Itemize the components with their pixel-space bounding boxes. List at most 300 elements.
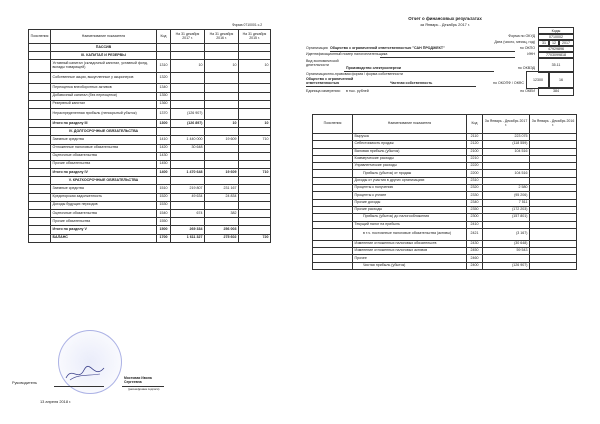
- row-code: 2320: [467, 185, 483, 192]
- value-2017: 1 470 648: [171, 169, 205, 177]
- row-name: Уставный капитал (складочный капитал, уставный фонд, вклады товарищей): [51, 60, 157, 73]
- note-cell: [313, 255, 353, 262]
- row-name: Заемные средства: [51, 185, 157, 193]
- note-cell: [29, 160, 51, 168]
- value-2016: [530, 155, 577, 162]
- value-2017: [483, 255, 530, 262]
- note-cell: [313, 177, 353, 184]
- value-2016: [205, 152, 239, 160]
- table-row: [29, 100, 271, 108]
- value-2017: [171, 100, 205, 108]
- row-name: Прочие расходы: [353, 206, 467, 213]
- note-cell: [29, 218, 51, 226]
- value-2016: [205, 144, 239, 152]
- row-name: Выручка: [353, 134, 467, 141]
- report-period: за Январь - Декабрь 2017 г.: [420, 22, 470, 27]
- row-name: Чистая прибыль (убыток): [353, 262, 467, 269]
- row-code: 2200: [467, 170, 483, 177]
- table-row: [313, 228, 577, 240]
- unit-label: Единица измерения:: [306, 89, 341, 93]
- table-row: [29, 226, 271, 234]
- value-2016: [205, 177, 239, 185]
- note-cell: [313, 228, 353, 240]
- row-code: 2110: [467, 134, 483, 141]
- value-2016: [530, 170, 577, 177]
- row-code: 1540: [157, 210, 171, 218]
- table-row: [29, 201, 271, 209]
- note-cell: [29, 234, 51, 242]
- value-2017: (95 206): [483, 192, 530, 199]
- col-note: Пояснения: [29, 30, 51, 44]
- table-row: [313, 255, 577, 262]
- value-2017: [171, 218, 205, 226]
- note-cell: [29, 185, 51, 193]
- note-cell: [29, 128, 51, 136]
- row-code: 1400: [157, 169, 171, 177]
- table-row: [313, 262, 577, 269]
- value-2015: [239, 84, 271, 92]
- value-2016: [205, 52, 239, 60]
- value-2017: [171, 92, 205, 100]
- row-name: Прочие доходы: [353, 199, 467, 206]
- legal-form: Общество с ограниченной ответственностью: [306, 77, 354, 85]
- note-cell: [313, 240, 353, 247]
- note-cell: [29, 92, 51, 100]
- table-row: [29, 152, 271, 160]
- row-code: 1410: [157, 136, 171, 144]
- table-row: [313, 163, 577, 170]
- note-cell: [313, 134, 353, 141]
- value-2017: (157 801): [483, 214, 530, 221]
- okopf-value: 12300: [526, 71, 550, 89]
- table-row: [313, 170, 577, 177]
- value-2015: [239, 144, 271, 152]
- value-2016: [530, 163, 577, 170]
- balance-table: [28, 29, 271, 243]
- value-2016: 275 602: [205, 234, 239, 242]
- note-cell: [313, 206, 353, 213]
- value-2017: (118 559): [483, 141, 530, 148]
- value-2015: [239, 177, 271, 185]
- inn-label: Идентификационный номер налогоплательщика: [306, 52, 388, 56]
- value-2016: [530, 148, 577, 155]
- table-row: [313, 240, 577, 247]
- value-2015: [239, 160, 271, 168]
- row-code: 1430: [157, 152, 171, 160]
- note-cell: [29, 201, 51, 209]
- table-row: [313, 214, 577, 221]
- value-2016: [205, 84, 239, 92]
- row-name: Заемные средства: [51, 136, 157, 144]
- inn-value: 7703099818: [538, 51, 574, 59]
- row-name: Итого по разделу III: [51, 119, 157, 127]
- row-code: 1360: [157, 100, 171, 108]
- note-cell: [313, 141, 353, 148]
- table-row: [313, 141, 577, 148]
- value-2015: [239, 152, 271, 160]
- value-2015: [239, 100, 271, 108]
- col-2016: На 31 декабря 2016 г.: [205, 30, 239, 44]
- value-2017: 269 334: [171, 226, 205, 234]
- value-2015: [239, 92, 271, 100]
- note-cell: [29, 73, 51, 84]
- inn-code-label: ИНН: [527, 52, 535, 56]
- org-name: Общество с ограниченной ответственностью "САН ПРОДЖЕКТ": [330, 46, 445, 50]
- value-2016: [530, 214, 577, 221]
- okfs-value: 16: [548, 71, 574, 89]
- note-cell: [313, 170, 353, 177]
- value-2017: 49 634: [171, 193, 205, 201]
- row-name: III. КАПИТАЛ И РЕЗЕРВЫ: [51, 52, 157, 60]
- note-cell: [29, 60, 51, 73]
- okud-value: 0710002: [538, 33, 574, 41]
- col-name: Наименование показателя: [51, 30, 157, 44]
- row-name: Прибыль (убыток) до налогообложения: [353, 214, 467, 221]
- unit-value: в тыс. рублей: [346, 89, 369, 93]
- value-2017: 104 516: [483, 170, 530, 177]
- row-name: Переоценка внеоборотных активов: [51, 84, 157, 92]
- col-note: Пояснения: [313, 115, 353, 134]
- row-code: 2421: [467, 228, 483, 240]
- value-2015: [239, 226, 271, 234]
- value-2015: [239, 128, 271, 136]
- date-day: 31: [538, 39, 550, 47]
- value-2016: [205, 201, 239, 209]
- row-code: 1370: [157, 108, 171, 119]
- table-row: [29, 44, 271, 52]
- col-2017: За Январь - Декабрь 2017 г.: [483, 115, 530, 134]
- value-2017: [483, 155, 530, 162]
- row-code: 1530: [157, 201, 171, 209]
- note-cell: [313, 155, 353, 162]
- row-code: 2310: [467, 177, 483, 184]
- row-code: 1310: [157, 60, 171, 73]
- row-code: 1350: [157, 92, 171, 100]
- value-2017: 10: [171, 60, 205, 73]
- row-name: Прибыль (убыток) от продаж: [353, 170, 467, 177]
- okpo-value: 47929896: [538, 45, 574, 53]
- row-code: 2460: [467, 255, 483, 262]
- value-2017: [171, 44, 205, 52]
- value-2017: [171, 160, 205, 168]
- table-row: [313, 199, 577, 206]
- table-row: [313, 134, 577, 141]
- balance-sheet-page: [0, 0, 298, 424]
- value-2015: 710: [239, 136, 271, 144]
- note-cell: [29, 119, 51, 127]
- row-name: Собственные акции, выкупленные у акционеров: [51, 73, 157, 84]
- value-2016: [205, 73, 239, 84]
- value-2017: 674: [171, 210, 205, 218]
- note-cell: [29, 210, 51, 218]
- value-2016: [205, 100, 239, 108]
- row-code: 2120: [467, 141, 483, 148]
- row-code: 2210: [467, 155, 483, 162]
- activity-value: Производство электроэнергии: [346, 66, 401, 70]
- value-2015: [239, 201, 271, 209]
- value-2016: [205, 218, 239, 226]
- row-code: 1320: [157, 73, 171, 84]
- table-row: [313, 185, 577, 192]
- value-2016: 24 834: [205, 193, 239, 201]
- value-2015: 710: [239, 169, 271, 177]
- table-row: [29, 136, 271, 144]
- row-name: Оценочные обязательства: [51, 210, 157, 218]
- note-cell: [313, 185, 353, 192]
- row-name: Оценочные обязательства: [51, 152, 157, 160]
- value-2016: 382: [205, 210, 239, 218]
- date-year: 2017: [558, 39, 574, 47]
- table-row: [313, 155, 577, 162]
- row-name: ПАССИВ: [51, 44, 157, 52]
- table-row: [313, 192, 577, 199]
- signer-label: Руководитель: [12, 380, 38, 385]
- row-name: Доходы от участия в других организациях: [353, 177, 467, 184]
- table-row: [313, 206, 577, 213]
- table-row: [29, 169, 271, 177]
- note-cell: [29, 193, 51, 201]
- row-name: Управленческие расходы: [353, 163, 467, 170]
- table-row: [29, 177, 271, 185]
- value-2016: [530, 177, 577, 184]
- row-code: 1420: [157, 144, 171, 152]
- okopf-label: по ОКОПФ / ОКФС: [493, 81, 524, 85]
- row-code: [157, 52, 171, 60]
- row-code: 1450: [157, 160, 171, 168]
- note-cell: [29, 169, 51, 177]
- signer-name-caption: (расшифровка подписи): [128, 387, 160, 391]
- table-row: [29, 234, 271, 242]
- row-name: Изменение отложенных налоговых обязательств: [353, 240, 467, 247]
- row-name: Нераспределенная прибыль (непокрытый убыток): [51, 108, 157, 119]
- value-2017: (172 203): [483, 206, 530, 213]
- value-2015: [239, 73, 271, 84]
- value-2016: [530, 141, 577, 148]
- value-2016: [530, 221, 577, 228]
- value-2017: (126 907): [483, 262, 530, 269]
- note-cell: [29, 152, 51, 160]
- row-code: [157, 44, 171, 52]
- value-2016: [530, 240, 577, 247]
- value-2017: [483, 163, 530, 170]
- table-row: [29, 84, 271, 92]
- value-2017: 2 580: [483, 185, 530, 192]
- value-2017: 1 440 000: [171, 136, 205, 144]
- value-2017: [171, 201, 205, 209]
- okei-label: по ОКЕИ: [520, 89, 535, 93]
- row-name: Изменение отложенных налоговых активов: [353, 248, 467, 255]
- table-row: [313, 177, 577, 184]
- report-title: Отчет о финансовых результатах: [408, 16, 482, 21]
- row-name: Валовая прибыль (убыток): [353, 148, 467, 155]
- note-cell: [29, 100, 51, 108]
- note-cell: [29, 108, 51, 119]
- value-2017: 59 543: [483, 248, 530, 255]
- value-2015: [239, 44, 271, 52]
- codes-header: Коды: [538, 27, 574, 35]
- row-code: 1550: [157, 218, 171, 226]
- okved-label: по ОКВЭД: [517, 66, 535, 70]
- value-2015: 720: [239, 234, 271, 242]
- note-cell: [313, 199, 353, 206]
- value-2015: [239, 185, 271, 193]
- okud-label: Форма по ОКУД: [508, 34, 535, 38]
- signature-scribble: [64, 362, 106, 384]
- table-row: [313, 221, 577, 228]
- date-month: 12: [548, 39, 560, 47]
- value-2016: [205, 160, 239, 168]
- row-code: 2300: [467, 214, 483, 221]
- col-name: Наименование показателя: [353, 115, 467, 134]
- value-2016: [530, 192, 577, 199]
- note-cell: [313, 248, 353, 255]
- note-cell: [313, 221, 353, 228]
- row-name: Текущий налог на прибыль: [353, 221, 467, 228]
- value-2016: 19 609: [205, 136, 239, 144]
- table-row: [29, 193, 271, 201]
- legal-underline: [306, 86, 476, 87]
- value-2016: [205, 128, 239, 136]
- row-name: Итого по разделу IV: [51, 169, 157, 177]
- value-2017: [171, 128, 205, 136]
- note-cell: [313, 262, 353, 269]
- note-cell: [29, 144, 51, 152]
- note-cell: [313, 163, 353, 170]
- row-name: V. КРАТКОСРОЧНЫЕ ОБЯЗАТЕЛЬСТВА: [51, 177, 157, 185]
- col-2015: На 31 декабря 2015 г.: [239, 30, 271, 44]
- col-2016: За Январь - Декабрь 2016 г.: [530, 115, 577, 134]
- row-name: Прочие обязательства: [51, 160, 157, 168]
- row-name: Себестоимость продаж: [353, 141, 467, 148]
- table-row: [29, 144, 271, 152]
- row-code: 1300: [157, 119, 171, 127]
- note-cell: [29, 44, 51, 52]
- row-code: 1510: [157, 185, 171, 193]
- results-table: [312, 114, 577, 270]
- table-row: [29, 185, 271, 193]
- table-row: [29, 218, 271, 226]
- value-2015: [239, 218, 271, 226]
- value-2017: 30 648: [171, 144, 205, 152]
- inn-underline: [380, 57, 515, 58]
- table-row: [29, 128, 271, 136]
- row-name: Проценты к уплате: [353, 192, 467, 199]
- table-row: [29, 52, 271, 60]
- note-cell: [29, 84, 51, 92]
- value-2015: [239, 193, 271, 201]
- row-code: 2350: [467, 206, 483, 213]
- row-code: 2220: [467, 163, 483, 170]
- table-row: [29, 160, 271, 168]
- value-2017: [171, 84, 205, 92]
- row-name: Доходы будущих периодов: [51, 201, 157, 209]
- note-cell: [29, 136, 51, 144]
- row-code: 2330: [467, 192, 483, 199]
- value-2017: [171, 177, 205, 185]
- note-cell: [29, 226, 51, 234]
- table-row: [313, 148, 577, 155]
- legal-label: Организационно-правовая форма / форма собственности: [306, 72, 403, 76]
- row-code: 2400: [467, 262, 483, 269]
- col-code: Код: [157, 30, 171, 44]
- note-cell: [29, 52, 51, 60]
- row-code: 2430: [467, 240, 483, 247]
- row-name: БАЛАНС: [51, 234, 157, 242]
- value-2017: 223 075: [483, 134, 530, 141]
- table-row: [29, 60, 271, 73]
- row-code: [157, 128, 171, 136]
- value-2016: [205, 108, 239, 119]
- row-name: Кредиторская задолженность: [51, 193, 157, 201]
- signer-name: Мостовая Ивона Сергеевна: [124, 376, 152, 384]
- row-name: IV. ДОЛГОСРОЧНЫЕ ОБЯЗАТЕЛЬСТВА: [51, 128, 157, 136]
- row-name: в т.ч. постоянные налоговые обязательства (активы): [353, 228, 467, 240]
- date-label: Дата (число, месяц, год): [494, 40, 535, 44]
- signature-line: [54, 386, 104, 387]
- row-code: 2100: [467, 148, 483, 155]
- activity-label: Вид экономической деятельности: [306, 59, 339, 67]
- okved-value: 35.11: [538, 57, 574, 73]
- value-2017: [171, 73, 205, 84]
- col-code: Код: [467, 115, 483, 134]
- row-code: 2340: [467, 199, 483, 206]
- note-cell: [313, 214, 353, 221]
- row-name: Резервный капитал: [51, 100, 157, 108]
- row-code: [157, 177, 171, 185]
- table-row: [29, 108, 271, 119]
- row-code: 1500: [157, 226, 171, 234]
- table-row: [29, 119, 271, 127]
- value-2016: [530, 262, 577, 269]
- value-2016: 10: [205, 119, 239, 127]
- table-row: [29, 73, 271, 84]
- value-2015: 10: [239, 119, 271, 127]
- value-2016: [530, 199, 577, 206]
- value-2016: [530, 255, 577, 262]
- value-2017: (3 167): [483, 228, 530, 240]
- table-row: [313, 248, 577, 255]
- value-2015: 10: [239, 60, 271, 73]
- value-2016: [530, 228, 577, 240]
- row-code: 2410: [467, 221, 483, 228]
- value-2017: [171, 152, 205, 160]
- note-cell: [313, 148, 353, 155]
- row-code: 2450: [467, 248, 483, 255]
- table-row: [29, 210, 271, 218]
- sign-date: 13 апреля 2018 г.: [40, 399, 72, 404]
- row-code: 1520: [157, 193, 171, 201]
- value-2015: [239, 52, 271, 60]
- row-name: Отложенные налоговые обязательства: [51, 144, 157, 152]
- value-2015: [239, 210, 271, 218]
- form-code: Форма 0710001 с.2: [232, 23, 263, 27]
- okpo-label: по ОКПО: [519, 46, 535, 50]
- value-2015: [239, 108, 271, 119]
- value-2017: (30 648): [483, 240, 530, 247]
- okei-value: 384: [538, 87, 574, 96]
- value-2017: (126 907): [171, 108, 205, 119]
- table-row: [29, 92, 271, 100]
- col-2017: На 31 декабря 2017 г.: [171, 30, 205, 44]
- value-2016: [530, 134, 577, 141]
- row-name: Прочие обязательства: [51, 218, 157, 226]
- value-2016: 10: [205, 60, 239, 73]
- value-2016: [205, 92, 239, 100]
- value-2016: 19 609: [205, 169, 239, 177]
- note-cell: [29, 177, 51, 185]
- row-code: 1340: [157, 84, 171, 92]
- value-2017: 104 516: [483, 148, 530, 155]
